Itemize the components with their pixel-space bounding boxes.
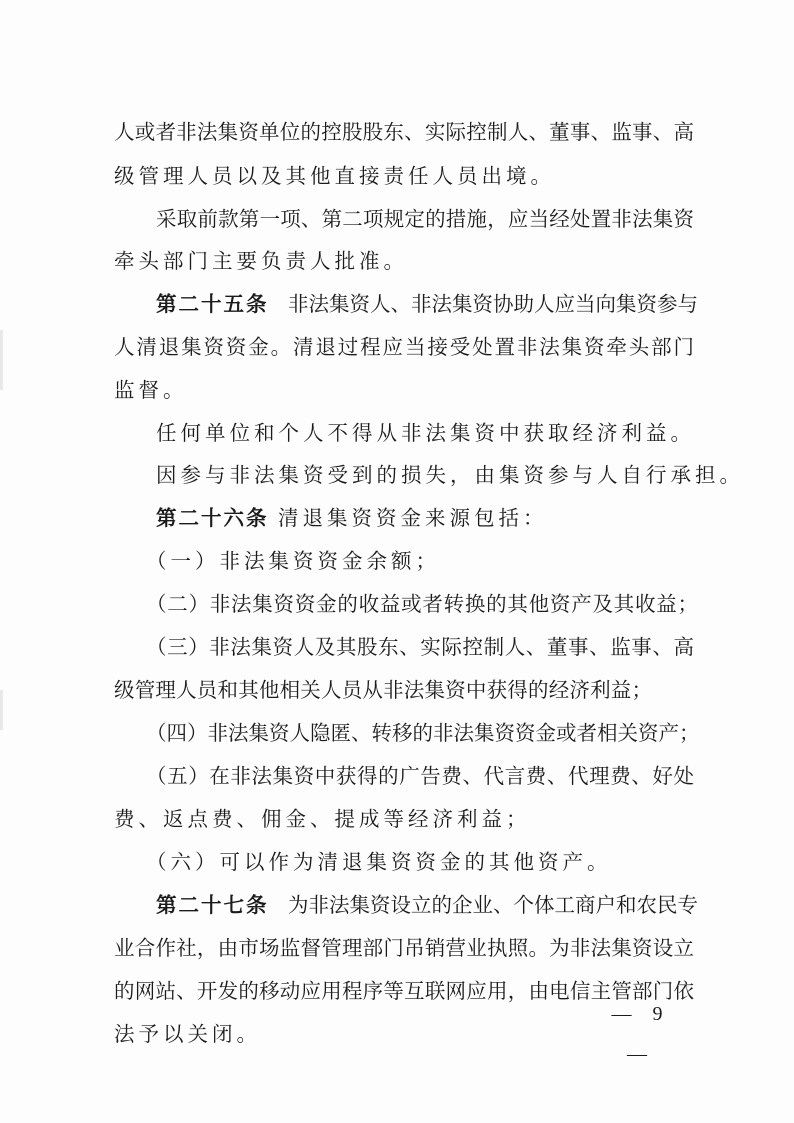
text-line — [0, 327, 794, 367]
list-item — [0, 713, 794, 753]
text-line — [0, 241, 794, 281]
paragraph-text: 法予以关闭。 — [114, 1022, 261, 1046]
text-line — [0, 670, 794, 710]
text-line — [0, 799, 794, 839]
list-item — [0, 756, 794, 796]
list-item-text: 费、返点费、佣金、提成等经济利益； — [114, 807, 531, 831]
text-line — [0, 455, 794, 495]
text-line — [0, 112, 794, 152]
page-number: — 9 — — [611, 1003, 671, 1065]
article-heading: 第二十五条 — [156, 292, 269, 316]
paragraph-text: 业合作社，由市场监督管理部门吊销营业执照。为非法集资设立 — [114, 936, 694, 960]
paragraph-text: 监督。 — [114, 378, 188, 402]
list-item-text: （三）非法集资人及其股东、实际控制人、董事、监事、高 — [146, 635, 694, 659]
paragraph-text: 任何单位和个人不得从非法集资中获取经济利益。 — [156, 421, 695, 445]
text-line — [0, 370, 794, 410]
list-item-text: 级管理人员和其他相关人员从非法集资中获得的经济利益； — [114, 678, 652, 702]
list-item-text: （六）可以作为清退集资资金的其他资产。 — [146, 850, 612, 874]
paragraph-text: 牵头部门主要负责人批准。 — [114, 249, 408, 273]
list-item — [0, 842, 794, 882]
list-item-text: （四）非法集资人隐匿、转移的非法集资资金或者相关资产； — [146, 721, 700, 745]
paragraph-text: 人或者非法集资单位的控股股东、实际控制人、董事、监事、高 — [114, 120, 694, 144]
article-line — [0, 885, 794, 925]
list-item — [0, 627, 794, 667]
paragraph-text: 的网站、开发的移动应用程序等互联网应用，由电信主管部门依 — [114, 979, 694, 1003]
list-item-text: （一）非法集资资金余额； — [146, 549, 440, 573]
paragraph-text: 人清退集资资金。清退过程应当接受处置非法集资牵头部门 — [114, 335, 694, 359]
list-item — [0, 541, 794, 581]
paragraph-text: 因参与非法集资受到的损失，由集资参与人自行承担。 — [156, 463, 744, 487]
paragraph-text: 清退集资资金来源包括： — [278, 506, 548, 530]
list-item — [0, 584, 794, 624]
paragraph-text: 为非法集资设立的企业、个体工商户和农民专 — [288, 893, 698, 917]
text-line — [0, 928, 794, 968]
paragraph-text: 采取前款第一项、第二项规定的措施，应当经处置非法集资 — [156, 207, 694, 231]
text-line — [0, 156, 794, 196]
article-line — [0, 498, 794, 538]
text-line — [0, 413, 794, 453]
paragraph-text: 级管理人员以及其他直接责任人员出境。 — [114, 164, 555, 188]
text-line — [0, 199, 794, 239]
article-line — [0, 284, 794, 324]
article-heading: 第二十六条 — [156, 506, 269, 530]
list-item-text: （二）非法集资资金的收益或者转换的其他资产及其收益； — [146, 592, 698, 616]
list-item-text: （五）在非法集资中获得的广告费、代言费、代理费、好处 — [146, 764, 694, 788]
article-heading: 第二十七条 — [156, 893, 269, 917]
paragraph-text: 非法集资人、非法集资协助人应当向集资参与 — [288, 292, 698, 316]
